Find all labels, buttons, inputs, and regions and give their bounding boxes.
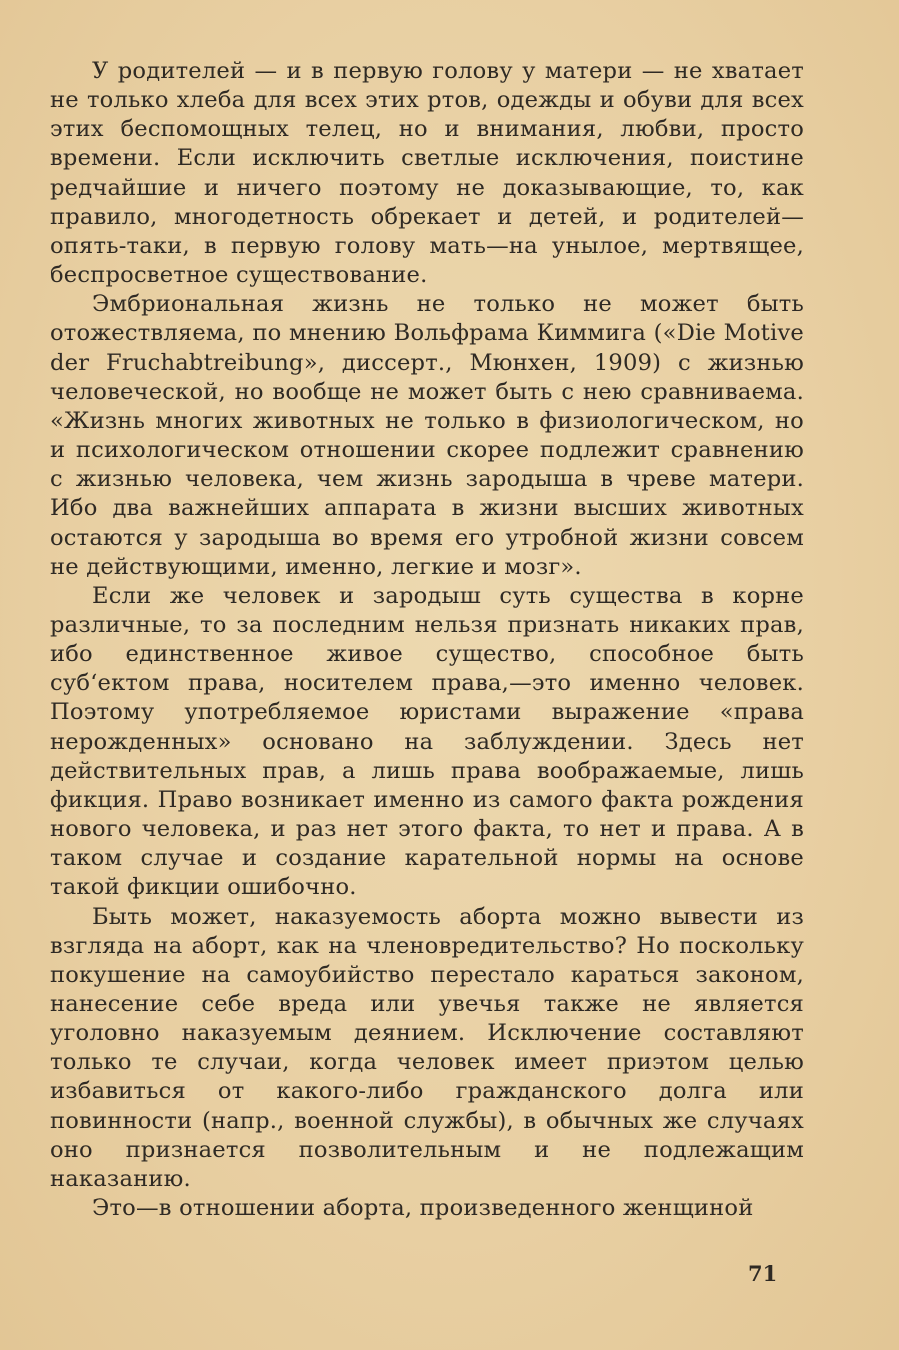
paragraph-2: Эмбриональная жизнь не только не может быть отожествляема, по мнению Вольфрама Киммига («Die Motive der Fruchabtreibung», диссерт., Мюнхен, 1909) с жизнью человеческой, но вообще не может быть с нею сравниваема. «Жизнь многих животных не только в физиологическом, но и психологическом отношении скорее подлежит сравнению с жизнью человека, чем жизнь зародыша в чреве матери. Ибо два важнейших аппарата в жизни высших животных остаются у зародыша во время его утробной жизни совсем не действующими, именно, легкие и мозг». bbox=[50, 291, 804, 580]
paragraph-5: Это—в отношении аборта, произведенного женщиной bbox=[92, 1195, 754, 1222]
paragraph-1: У родителей — и в первую голову у матери — не хватает не только хлеба для всех этих ртов, одежды и обуви для всех этих беспомощных телец, но и внимания, любви, просто времени. Если исключить светлые исключения, поистине редчайшие и ничего поэтому не доказывающие, то, как правило, многодетность обрекает и детей, и родителей—опять-таки, в первую голову мать—на унылое, мертвящее, беспросветное существование. bbox=[50, 58, 804, 289]
body-text bbox=[50, 57, 804, 1223]
page-number: 71 bbox=[748, 1261, 778, 1286]
paragraph-3: Если же человек и зародыш суть существа в корне различные, то за последним нельзя признать никаких прав, ибо единственное живое существо, способное быть суб‘ектом права, носителем права,—это именно человек. Поэтому употребляемое юристами выражение «права нерожденных» основано на заблуждении. Здесь нет действительных прав, а лишь права воображаемые, лишь фикция. Право возникает именно из самого факта рождения нового человека, и раз нет этого факта, то нет и права. А в таком случае и создание карательной нормы на основе такой фикции ошибочно. bbox=[50, 582, 804, 901]
paragraph-4: Быть может, наказуемость аборта можно вывести из взгляда на аборт, как на членовредительство? Но поскольку покушение на самоубийство перестало караться законом, нанесение себе вреда или увечья также не является уголовно наказуемым деянием. Исключение составляют только те случаи, когда человек имеет приэтом целью избавиться от какого-либо гражданского долга или повинности (напр., военной службы), в обычных же случаях оно признается позволительным и не подлежащим наказанию. bbox=[50, 903, 804, 1192]
